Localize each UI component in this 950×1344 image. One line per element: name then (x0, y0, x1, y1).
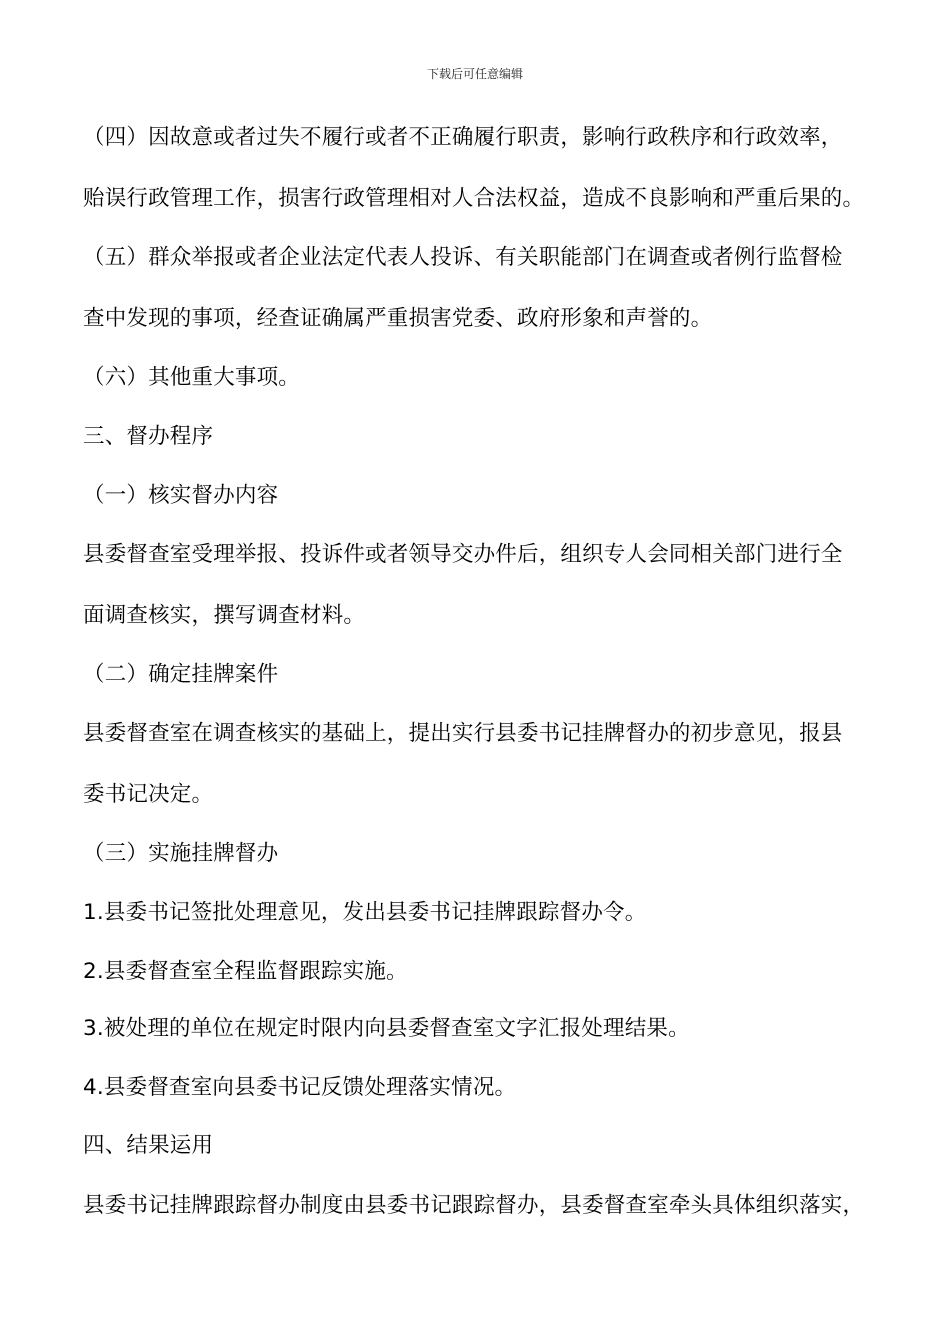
paragraph-line: 查中发现的事项，经查证确属严重损害党委、政府形象和声誉的。 (83, 306, 713, 331)
list-item: 3.被处理的单位在规定时限内向县委督查室文字汇报处理结果。 (83, 1016, 690, 1041)
list-item: 1.县委书记签批处理意见，发出县委书记挂牌跟踪督办令。 (83, 900, 647, 925)
subsection-heading: （三）实施挂牌督办 (83, 841, 279, 866)
list-item: 2.县委督查室全程监督跟踪实施。 (83, 959, 408, 984)
paragraph-line: 县委督查室受理举报、投诉件或者领导交办件后，组织专人会同相关部门进行全 (83, 542, 843, 567)
paragraph-line: （五）群众举报或者企业法定代表人投诉、有关职能部门在调查或者例行监督检 (83, 245, 843, 270)
paragraph-line: 面调查核实，撰写调查材料。 (83, 603, 366, 628)
page-header: 下载后可任意编辑 (426, 67, 523, 81)
list-item: 4.县委督查室向县委书记反馈处理落实情况。 (83, 1075, 517, 1100)
paragraph-line: 贻误行政管理工作，损害行政管理相对人合法权益，造成不良影响和严重后果的。 (83, 186, 865, 211)
paragraph-line: 县委书记挂牌跟踪督办制度由县委书记跟踪督办，县委督查室牵头具体组织落实， (83, 1193, 865, 1218)
paragraph-line: 委书记决定。 (83, 782, 214, 807)
section-heading: 四、结果运用 (83, 1133, 214, 1158)
subsection-heading: （二）确定挂牌案件 (83, 662, 279, 687)
paragraph-line: 县委督查室在调查核实的基础上，提出实行县委书记挂牌督办的初步意见，报县 (83, 721, 843, 746)
section-heading: 三、督办程序 (83, 424, 214, 449)
paragraph-line: （六）其他重大事项。 (83, 365, 301, 390)
paragraph-line: （四）因故意或者过失不履行或者不正确履行职责，影响行政秩序和行政效率， (83, 125, 843, 150)
subsection-heading: （一）核实督办内容 (83, 483, 279, 508)
